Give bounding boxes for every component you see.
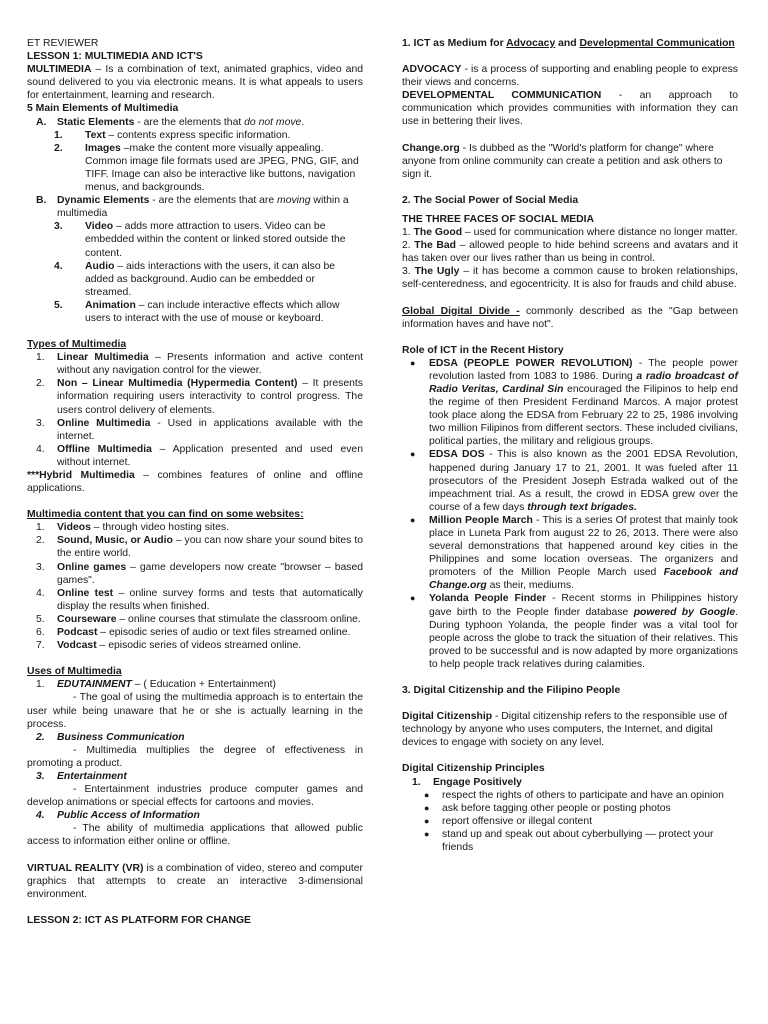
list-item bbox=[27, 587, 363, 613]
history-term: EDSA DOS bbox=[429, 449, 485, 461]
item-text: –make the content more visually appealing. Common image file formats used are JPEG, PNG, GIF, and TIFF. Image can also be interactive like buttons, navigation menus, and backgrounds. bbox=[85, 142, 359, 194]
item-term: Audio bbox=[85, 260, 115, 272]
list-marker: 2. bbox=[36, 378, 45, 390]
list-item bbox=[27, 613, 363, 626]
principles-title: Digital Citizenship Principles bbox=[402, 763, 545, 775]
list-marker: 2. bbox=[54, 142, 63, 154]
history-emphasis: through text brigades. bbox=[527, 501, 637, 513]
list-marker: 7. bbox=[36, 640, 45, 652]
item-text: – ( Education + Entertainment) bbox=[131, 679, 276, 691]
use-description-text: - Entertainment industries produce computer games and develop animations or special effects for cartoons and movies. bbox=[27, 784, 363, 809]
history-term: Million People March bbox=[429, 514, 533, 526]
item-term: Video bbox=[85, 221, 114, 233]
list-marker: 6. bbox=[36, 627, 45, 639]
citizenship-term: Digital Citizenship bbox=[402, 711, 493, 723]
list-item bbox=[27, 521, 363, 534]
digital-divide bbox=[402, 305, 738, 331]
item-text: – can include interactive effects which allow users to interact with the use of mouse or keyboard. bbox=[85, 299, 340, 324]
principle-engage bbox=[402, 776, 738, 789]
divide-term: Global Digital Divide - bbox=[402, 305, 520, 317]
dynamic-text: - are the elements that are bbox=[149, 195, 278, 207]
section3-title: 3. Digital Citizenship and the Filipino People bbox=[402, 685, 621, 697]
history-million-march bbox=[402, 514, 738, 593]
history-term: Yolanda People Finder bbox=[429, 593, 547, 605]
item-term: Public Access of Information bbox=[57, 810, 200, 822]
face-text: – it has become a common cause to broken relationships, self-centeredness, and egocentricity. It is also for frauds and child abuse. bbox=[402, 266, 738, 291]
divide-text: commonly described as the "Gap between information haves and have not". bbox=[402, 305, 738, 330]
advocacy-definition bbox=[402, 63, 738, 89]
multimedia-text: – Is a combination of text, animated graphics, video and sound delivered to you via electronic means. It is what appeals to users for entertainment, learning and research. bbox=[27, 64, 363, 102]
bullet-icon: ● bbox=[424, 789, 430, 800]
history-text-end: . During typhoon Yolanda, the people finder was a vital tool for people across the globe to track the situation of their relatives. This proved to be successful and is now adapted by more organizations to help people track relatives during calamities. bbox=[429, 606, 738, 670]
list-marker: 3. bbox=[36, 770, 45, 782]
list-marker: 1. bbox=[36, 352, 45, 364]
history-edsa bbox=[402, 357, 738, 449]
hybrid-text: – combines features of online and offline applications. bbox=[27, 470, 363, 495]
principle-item-text: ask before tagging other people or posting photos bbox=[442, 802, 671, 814]
list-item bbox=[27, 534, 363, 560]
list-item bbox=[402, 815, 738, 828]
bullet-icon: ● bbox=[410, 449, 416, 460]
section1-prefix: 1. ICT as Medium for bbox=[402, 38, 507, 49]
item-term: Courseware bbox=[57, 613, 117, 625]
list-marker: 2. bbox=[36, 535, 45, 547]
list-marker: 3. bbox=[54, 221, 63, 233]
lesson1-title: LESSON 1: MULTIMEDIA AND ICT'S bbox=[27, 51, 203, 63]
multimedia-definition bbox=[27, 63, 363, 102]
face-number: 3. bbox=[402, 266, 415, 278]
types-title: Types of Multimedia bbox=[27, 339, 127, 351]
use-description-text: - The goal of using the multimedia approach is to entertain the user while being unaware that he or she is actually learning in the process. bbox=[27, 692, 363, 730]
dynamic-end: within a multimedia bbox=[57, 195, 349, 220]
item-term: Online games bbox=[57, 561, 127, 573]
item-text: – you can now share your sound bites to the entire world. bbox=[57, 535, 363, 560]
static-term: Static Elements bbox=[57, 116, 135, 128]
use-description bbox=[27, 744, 363, 770]
virtual-reality bbox=[27, 862, 363, 901]
history-text: - This is a series Of protest that mainly took place in Luneta Park from august 22 to 26, 2013. There were also several demonstrations that happened around key cities in the Philippines and some location overseas. The organizers and promoters of the Million People March used bbox=[429, 514, 738, 579]
item-text: – contents express specific information. bbox=[105, 129, 291, 141]
static-end: . bbox=[301, 116, 305, 128]
faces-title: THE THREE FACES OF SOCIAL MEDIA bbox=[402, 213, 595, 225]
item-term: Business Communication bbox=[57, 731, 185, 743]
face-ugly bbox=[402, 265, 738, 291]
list-item bbox=[27, 129, 363, 142]
left-column bbox=[27, 37, 363, 927]
bullet-icon: ● bbox=[424, 828, 430, 839]
list-item bbox=[27, 770, 363, 783]
list-marker: 2. bbox=[36, 731, 45, 743]
use-description-text: - The ability of multimedia applications that allowed public access to information either online or offline. bbox=[27, 823, 363, 848]
static-elements bbox=[27, 116, 363, 129]
face-term: The Bad bbox=[414, 240, 457, 252]
list-item bbox=[27, 678, 363, 691]
multimedia-term: MULTIMEDIA bbox=[27, 64, 92, 76]
use-description bbox=[27, 691, 363, 730]
item-text: – adds more attraction to users. Video can be embedded within the content or linked stored outside the content. bbox=[85, 221, 346, 259]
static-emphasis: do not move bbox=[244, 116, 302, 128]
list-item bbox=[402, 828, 738, 854]
history-emphasis: a radio broadcast of Radio Veritas, Cardinal Sin bbox=[429, 370, 738, 395]
devcom-definition bbox=[402, 89, 738, 128]
content-title: Multimedia content that you can find on some websites: bbox=[27, 509, 304, 521]
item-term: Images bbox=[85, 142, 121, 154]
uses-title: Uses of Multimedia bbox=[27, 666, 122, 678]
advocacy-term: ADVOCACY bbox=[402, 64, 462, 76]
list-item bbox=[27, 443, 363, 469]
dynamic-emphasis: moving bbox=[277, 195, 311, 207]
history-edsa-dos bbox=[402, 448, 738, 513]
list-item bbox=[27, 561, 363, 587]
item-term: Vodcast bbox=[57, 640, 97, 652]
static-text: - are the elements that bbox=[134, 116, 245, 128]
face-bad bbox=[402, 239, 738, 265]
devcom-link-text: Developmental Communication bbox=[579, 38, 735, 49]
bullet-icon: ● bbox=[410, 593, 416, 604]
face-term: The Good bbox=[413, 227, 463, 239]
history-text: - This is also known as the 2001 EDSA Revolution, happened during January 17 to 21, 2001. It was fueled after 11 prosecutors of the President Joseph Estrada walked out of the impeachment trial. As a result, the crowd in EDSA grew over the course of a few days bbox=[429, 449, 738, 513]
item-text: – episodic series of audio or text files streamed online. bbox=[97, 627, 351, 639]
history-emphasis: Facebook and Change.org bbox=[429, 567, 738, 592]
item-text: – episodic series of videos streamed online. bbox=[96, 640, 302, 652]
use-description bbox=[27, 822, 363, 848]
list-item bbox=[27, 260, 363, 299]
advocacy-link-text: Advocacy bbox=[506, 38, 556, 49]
list-marker: 1. bbox=[54, 129, 63, 141]
face-number: 1. bbox=[402, 227, 414, 239]
changeorg-term: Change.org bbox=[402, 142, 460, 154]
bullet-icon: ● bbox=[410, 357, 416, 368]
item-term: Non – Linear Multimedia (Hypermedia Content) bbox=[57, 378, 298, 390]
list-marker: 5. bbox=[54, 299, 63, 311]
advocacy-text: - is a process of supporting and enabling people to express their views and concerns. bbox=[402, 64, 738, 89]
list-item bbox=[27, 299, 363, 325]
list-item bbox=[27, 626, 363, 639]
list-item bbox=[402, 789, 738, 802]
item-term: Animation bbox=[85, 299, 136, 311]
list-marker: 1. bbox=[36, 522, 45, 534]
list-marker: 1. bbox=[36, 679, 45, 691]
section1-mid: and bbox=[555, 38, 580, 49]
devcom-term: DEVELOPMENTAL COMMUNICATION bbox=[402, 90, 602, 102]
item-term: Sound, Music, or Audio bbox=[57, 535, 173, 547]
list-marker: 3. bbox=[36, 561, 45, 573]
digital-citizenship-definition bbox=[402, 710, 738, 749]
item-text: – It presents information requiring users interactivity to control progress. The users control delivery of elements. bbox=[57, 378, 363, 416]
dynamic-term: Dynamic Elements bbox=[57, 195, 150, 207]
face-number: 2. bbox=[402, 240, 415, 252]
bullet-icon: ● bbox=[424, 815, 430, 826]
list-marker: A. bbox=[36, 116, 47, 128]
item-term: Entertainment bbox=[57, 770, 127, 782]
history-emphasis: powered by Google bbox=[633, 606, 736, 618]
section2-title: 2. The Social Power of Social Media bbox=[402, 194, 579, 206]
lesson2-title: LESSON 2: ICT AS PLATFORM FOR CHANGE bbox=[27, 914, 251, 926]
history-term: EDSA (PEOPLE POWER REVOLUTION) bbox=[429, 357, 633, 369]
history-text-end: encouraged the Filipinos to help end the regime of then President Ferdinand Marcos. A major protest took place along the EDSA from February 22 to 25, 1986 involving two million Filipinos from different sectors. These included civilians, political parties, the military and religious groups. bbox=[429, 383, 738, 448]
item-text: – Application presented and used even without internet. bbox=[57, 443, 363, 468]
hybrid-multimedia bbox=[27, 469, 363, 495]
list-marker: 4. bbox=[36, 810, 45, 822]
item-text: – online survey forms and tests that automatically display the results when finished. bbox=[57, 587, 363, 612]
item-term: Videos bbox=[57, 522, 91, 534]
item-term: Podcast bbox=[57, 627, 98, 639]
citizenship-text: - Digital citizenship refers to the responsible use of technology by anyone who uses computers, the Internet, and digital devices to engage with society on any level. bbox=[402, 711, 728, 749]
item-text: – through video hosting sites. bbox=[90, 522, 229, 534]
list-item bbox=[27, 220, 363, 259]
list-marker: 4. bbox=[36, 443, 45, 455]
use-description-text: - Multimedia multiplies the degree of effectiveness in promoting a product. bbox=[27, 744, 363, 769]
role-title: Role of ICT in the Recent History bbox=[402, 344, 564, 356]
right-column bbox=[402, 37, 738, 854]
item-term: Online Multimedia bbox=[57, 417, 151, 429]
item-term: Online test bbox=[57, 587, 114, 599]
vr-term: VIRTUAL REALITY (VR) bbox=[27, 862, 144, 874]
principle-item-text: report offensive or illegal content bbox=[442, 815, 592, 827]
principle-item-text: respect the rights of others to participate and have an opinion bbox=[442, 789, 724, 801]
list-marker: B. bbox=[36, 195, 47, 207]
list-item bbox=[27, 731, 363, 744]
bullet-icon: ● bbox=[424, 802, 430, 813]
history-text-end: as their, mediums. bbox=[486, 580, 574, 592]
list-item bbox=[27, 377, 363, 416]
hybrid-term: ***Hybrid Multimedia bbox=[27, 470, 135, 481]
list-marker: 4. bbox=[54, 260, 63, 272]
item-text: – aids interactions with the users, it can also be added as background. Audio can be embedded or streamed. bbox=[85, 260, 336, 298]
changeorg-definition bbox=[402, 142, 738, 181]
section1-title bbox=[402, 37, 738, 50]
face-text: – allowed people to hide behind screens and avatars and it has taken over our lives rather than us being in control. bbox=[402, 240, 738, 265]
changeorg-text: - Is dubbed as the "World's platform for change" where anyone from online community can create a petition and ask others to sign it. bbox=[402, 142, 723, 180]
item-term: Offline Multimedia bbox=[57, 443, 152, 455]
item-term: Text bbox=[85, 129, 106, 141]
face-good bbox=[402, 226, 738, 239]
list-item bbox=[27, 142, 363, 194]
devcom-text: - an approach to communication which provides communities with information they can use in bettering their lives. bbox=[402, 90, 738, 128]
list-item bbox=[27, 639, 363, 652]
reviewer-title: ET REVIEWER bbox=[27, 38, 99, 49]
list-item bbox=[27, 417, 363, 443]
list-marker: 1. bbox=[412, 776, 421, 788]
main-elements-title: 5 Main Elements of Multimedia bbox=[27, 103, 179, 115]
list-marker: 3. bbox=[36, 417, 45, 429]
history-text: - Recent storms in Philippines history gave birth to the People finder database bbox=[429, 593, 738, 618]
item-text: – Presents information and active content without any navigation control for the viewer. bbox=[57, 352, 363, 377]
bullet-icon: ● bbox=[410, 514, 416, 525]
use-description bbox=[27, 783, 363, 809]
item-term: Linear Multimedia bbox=[57, 352, 149, 364]
list-item bbox=[27, 351, 363, 377]
history-text: - The people power revolution lasted from 1083 to 1986. During bbox=[429, 357, 738, 382]
item-text: – game developers now create "browser – based games". bbox=[57, 561, 364, 586]
face-text: – used for communication where distance no longer matter. bbox=[462, 227, 738, 239]
principle-item-text: stand up and speak out about cyberbullying — protect your friends bbox=[442, 828, 714, 853]
item-text: - Used in applications available with the internet. bbox=[57, 417, 364, 442]
history-yolanda bbox=[402, 592, 738, 671]
list-marker: 5. bbox=[36, 613, 45, 625]
principle-label: Engage Positively bbox=[433, 776, 522, 788]
item-text: – online courses that stimulate the classroom online. bbox=[116, 613, 361, 625]
list-marker: 4. bbox=[36, 587, 45, 599]
vr-text: is a combination of video, stereo and computer graphics that attempts to create an interactive 3-dimensional environment. bbox=[27, 862, 363, 900]
list-item bbox=[27, 809, 363, 822]
face-term: The Ugly bbox=[414, 266, 460, 278]
item-term: EDUTAINMENT bbox=[57, 679, 132, 691]
list-item bbox=[402, 802, 738, 815]
dynamic-elements bbox=[27, 194, 363, 220]
